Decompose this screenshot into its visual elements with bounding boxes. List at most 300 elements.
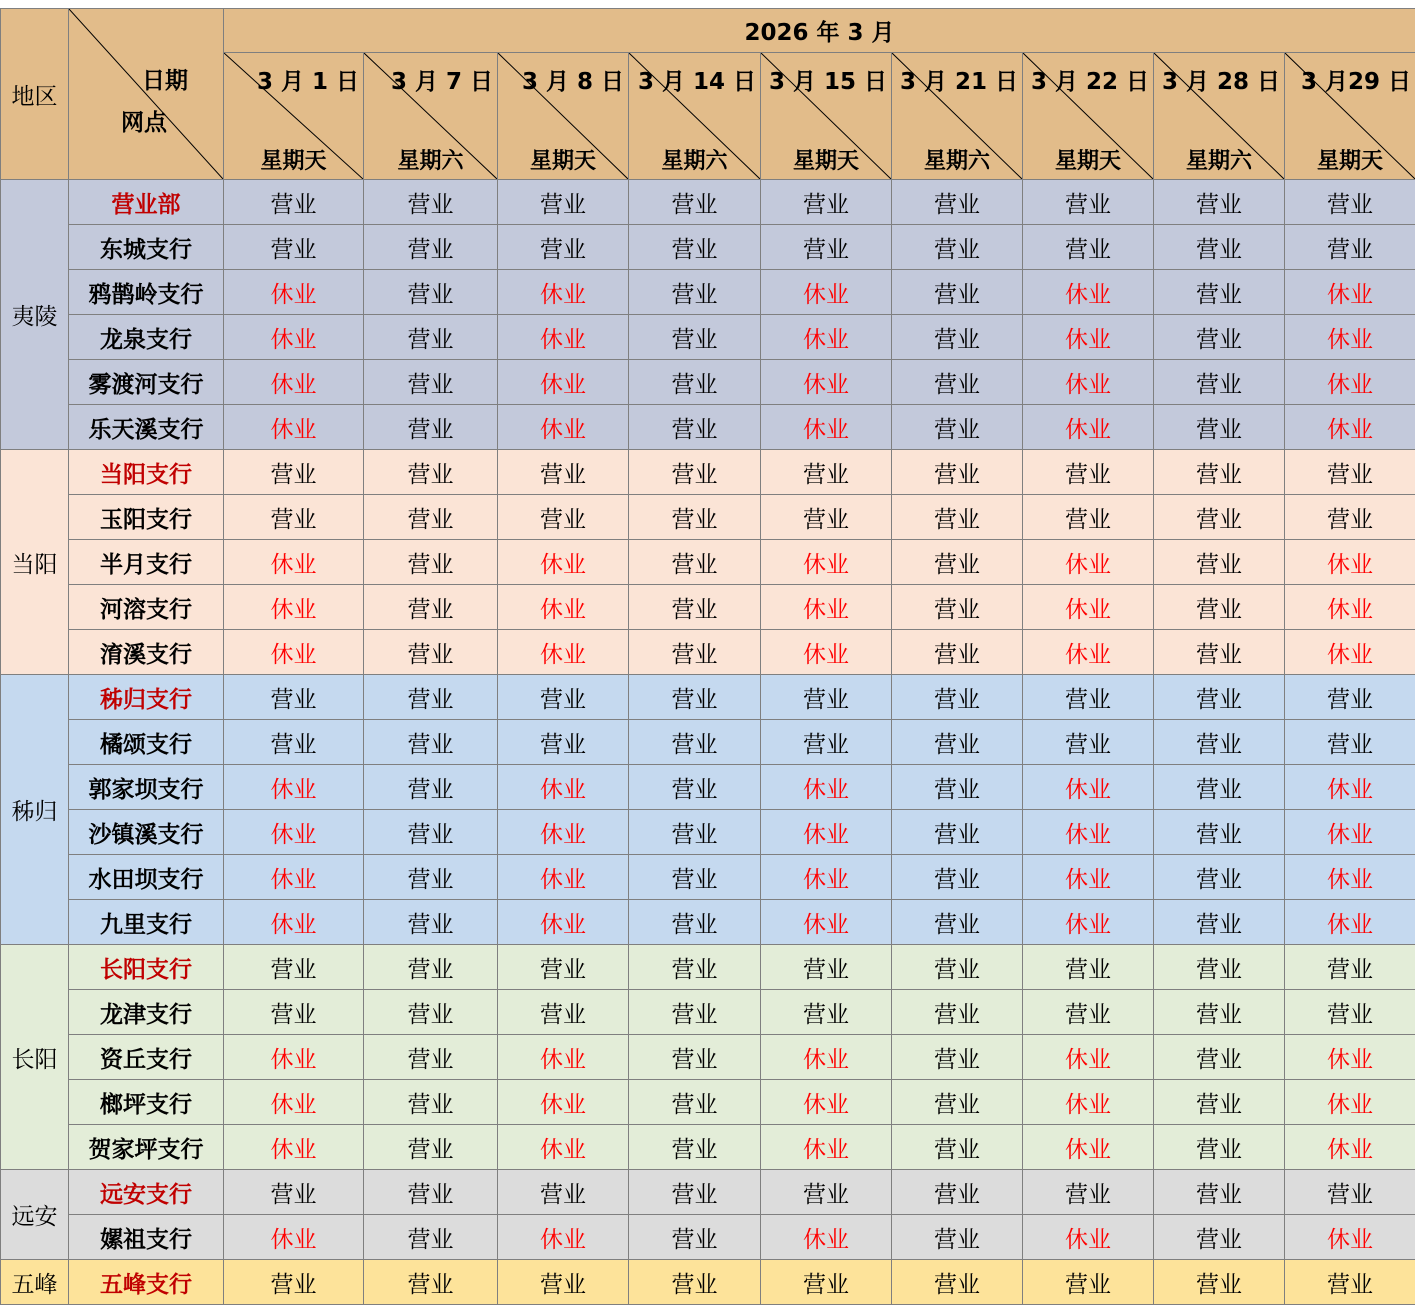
status-cell: 营业 <box>364 585 498 630</box>
status-cell: 营业 <box>1154 1170 1285 1215</box>
status-cell: 营业 <box>629 990 761 1035</box>
status-cell: 营业 <box>629 1215 761 1260</box>
status-cell: 营业 <box>1154 450 1285 495</box>
status-cell: 休业 <box>224 765 364 810</box>
status-cell: 营业 <box>1154 1080 1285 1125</box>
status-cell: 营业 <box>1023 720 1154 765</box>
status-cell: 营业 <box>892 945 1023 990</box>
status-cell: 营业 <box>364 360 498 405</box>
status-cell: 营业 <box>224 495 364 540</box>
region-name: 夷陵 <box>1 180 69 450</box>
status-cell: 休业 <box>498 315 629 360</box>
status-cell: 营业 <box>892 1215 1023 1260</box>
branch-name: 远安支行 <box>69 1170 224 1215</box>
status-cell: 营业 <box>629 270 761 315</box>
status-cell: 营业 <box>761 225 892 270</box>
status-cell: 休业 <box>761 540 892 585</box>
date-label: 3 月 22 日 <box>1031 63 1149 96</box>
status-cell: 营业 <box>892 630 1023 675</box>
status-cell: 休业 <box>1023 315 1154 360</box>
status-cell: 营业 <box>629 900 761 945</box>
status-cell: 营业 <box>892 855 1023 900</box>
region-header: 地区 <box>1 9 69 180</box>
status-cell: 营业 <box>629 720 761 765</box>
status-cell: 营业 <box>1023 1260 1154 1305</box>
status-cell: 休业 <box>1285 765 1415 810</box>
status-cell: 营业 <box>629 315 761 360</box>
status-cell: 营业 <box>1023 1170 1154 1215</box>
date-header <box>892 53 1023 180</box>
table-row <box>1 855 1415 900</box>
status-cell: 营业 <box>224 945 364 990</box>
status-cell: 营业 <box>629 855 761 900</box>
date-label: 3 月 8 日 <box>522 63 624 96</box>
status-cell: 休业 <box>1285 810 1415 855</box>
status-cell: 营业 <box>892 360 1023 405</box>
status-cell: 营业 <box>892 315 1023 360</box>
status-cell: 营业 <box>1154 630 1285 675</box>
branch-name: 龙泉支行 <box>69 315 224 360</box>
table-row <box>1 810 1415 855</box>
branch-name: 营业部 <box>69 180 224 225</box>
date-label: 3 月29 日 <box>1301 63 1411 96</box>
date-label: 3 月 7 日 <box>391 63 493 96</box>
branch-name: 五峰支行 <box>69 1260 224 1305</box>
status-cell: 休业 <box>761 585 892 630</box>
table-row <box>1 315 1415 360</box>
status-cell: 营业 <box>498 990 629 1035</box>
status-cell: 营业 <box>1154 1260 1285 1305</box>
table-row <box>1 495 1415 540</box>
status-cell: 营业 <box>892 1125 1023 1170</box>
status-cell: 营业 <box>498 1170 629 1215</box>
weekday-label: 星期天 <box>1023 144 1153 175</box>
status-cell: 休业 <box>761 1125 892 1170</box>
branch-name: 九里支行 <box>69 900 224 945</box>
corner-header <box>69 9 224 180</box>
branch-name: 龙津支行 <box>69 990 224 1035</box>
status-cell: 休业 <box>761 765 892 810</box>
status-cell: 营业 <box>364 810 498 855</box>
branch-name: 东城支行 <box>69 225 224 270</box>
status-cell: 营业 <box>892 990 1023 1035</box>
status-cell: 营业 <box>364 630 498 675</box>
status-cell: 休业 <box>498 585 629 630</box>
status-cell: 营业 <box>364 270 498 315</box>
table-row <box>1 945 1415 990</box>
status-cell: 休业 <box>761 1215 892 1260</box>
status-cell: 休业 <box>1023 1215 1154 1260</box>
status-cell: 休业 <box>761 360 892 405</box>
date-label: 3 月 14 日 <box>638 63 756 96</box>
status-cell: 休业 <box>1285 315 1415 360</box>
branch-name: 水田坝支行 <box>69 855 224 900</box>
status-cell: 休业 <box>224 405 364 450</box>
corner-date-label: 日期 <box>142 62 188 95</box>
status-cell: 营业 <box>892 900 1023 945</box>
status-cell: 营业 <box>1154 315 1285 360</box>
status-cell: 营业 <box>629 225 761 270</box>
status-cell: 营业 <box>364 180 498 225</box>
status-cell: 休业 <box>224 585 364 630</box>
status-cell: 营业 <box>1154 675 1285 720</box>
status-cell: 营业 <box>629 630 761 675</box>
weekday-label: 星期六 <box>1154 144 1284 175</box>
status-cell: 休业 <box>224 1215 364 1260</box>
status-cell: 休业 <box>224 900 364 945</box>
table-row <box>1 540 1415 585</box>
status-cell: 休业 <box>224 270 364 315</box>
date-header <box>1023 53 1154 180</box>
status-cell: 营业 <box>892 675 1023 720</box>
status-cell: 营业 <box>364 1215 498 1260</box>
status-cell: 营业 <box>224 675 364 720</box>
status-cell: 营业 <box>892 765 1023 810</box>
table-row <box>1 1080 1415 1125</box>
status-cell: 休业 <box>1285 630 1415 675</box>
status-cell: 营业 <box>498 1260 629 1305</box>
status-cell: 休业 <box>1285 540 1415 585</box>
status-cell: 营业 <box>761 1260 892 1305</box>
status-cell: 营业 <box>629 1170 761 1215</box>
weekday-label: 星期天 <box>224 144 363 175</box>
region-name: 秭归 <box>1 675 69 945</box>
status-cell: 营业 <box>224 990 364 1035</box>
status-cell: 营业 <box>1154 945 1285 990</box>
status-cell: 营业 <box>1154 180 1285 225</box>
table-row <box>1 1125 1415 1170</box>
status-cell: 营业 <box>1154 270 1285 315</box>
table-row <box>1 900 1415 945</box>
status-cell: 营业 <box>761 990 892 1035</box>
status-cell: 营业 <box>629 1260 761 1305</box>
status-cell: 休业 <box>498 360 629 405</box>
status-cell: 休业 <box>1023 270 1154 315</box>
branch-name: 淯溪支行 <box>69 630 224 675</box>
table-row <box>1 765 1415 810</box>
table-row <box>1 360 1415 405</box>
status-cell: 休业 <box>498 1035 629 1080</box>
status-cell: 营业 <box>364 450 498 495</box>
status-cell: 营业 <box>629 495 761 540</box>
status-cell: 营业 <box>892 450 1023 495</box>
region-name: 长阳 <box>1 945 69 1170</box>
table-row <box>1 1035 1415 1080</box>
status-cell: 休业 <box>224 1080 364 1125</box>
date-label: 3 月 28 日 <box>1162 63 1280 96</box>
status-cell: 营业 <box>498 495 629 540</box>
status-cell: 营业 <box>1285 495 1415 540</box>
status-cell: 休业 <box>761 810 892 855</box>
status-cell: 营业 <box>364 405 498 450</box>
status-cell: 营业 <box>1154 360 1285 405</box>
status-cell: 休业 <box>1023 630 1154 675</box>
status-cell: 营业 <box>498 720 629 765</box>
branch-name: 雾渡河支行 <box>69 360 224 405</box>
branch-name: 半月支行 <box>69 540 224 585</box>
status-cell: 休业 <box>224 855 364 900</box>
status-cell: 营业 <box>1285 180 1415 225</box>
status-cell: 营业 <box>761 945 892 990</box>
status-cell: 营业 <box>892 585 1023 630</box>
status-cell: 营业 <box>364 855 498 900</box>
status-cell: 营业 <box>498 450 629 495</box>
status-cell: 营业 <box>364 1170 498 1215</box>
status-cell: 休业 <box>1023 1080 1154 1125</box>
weekday-label: 星期六 <box>629 144 760 175</box>
status-cell: 休业 <box>1285 270 1415 315</box>
status-cell: 营业 <box>364 765 498 810</box>
status-cell: 营业 <box>629 450 761 495</box>
status-cell: 营业 <box>1023 180 1154 225</box>
status-cell: 营业 <box>1154 900 1285 945</box>
status-cell: 休业 <box>1023 810 1154 855</box>
region-name: 当阳 <box>1 450 69 675</box>
status-cell: 休业 <box>1023 900 1154 945</box>
date-header <box>761 53 892 180</box>
status-cell: 休业 <box>1023 765 1154 810</box>
date-label: 3 月 21 日 <box>900 63 1018 96</box>
status-cell: 营业 <box>629 1080 761 1125</box>
status-cell: 休业 <box>761 1035 892 1080</box>
status-cell: 营业 <box>364 1125 498 1170</box>
status-cell: 休业 <box>498 270 629 315</box>
status-cell: 营业 <box>1285 720 1415 765</box>
table-row <box>1 720 1415 765</box>
weekday-label: 星期天 <box>761 144 891 175</box>
status-cell: 营业 <box>761 1170 892 1215</box>
date-header <box>498 53 629 180</box>
status-cell: 营业 <box>498 180 629 225</box>
status-cell: 营业 <box>629 1035 761 1080</box>
status-cell: 营业 <box>629 180 761 225</box>
status-cell: 营业 <box>364 315 498 360</box>
status-cell: 营业 <box>1285 450 1415 495</box>
status-cell: 营业 <box>498 675 629 720</box>
status-cell: 营业 <box>224 1260 364 1305</box>
status-cell: 营业 <box>1285 990 1415 1035</box>
status-cell: 营业 <box>364 1080 498 1125</box>
status-cell: 休业 <box>761 270 892 315</box>
branch-name: 玉阳支行 <box>69 495 224 540</box>
table-row <box>1 1215 1415 1260</box>
status-cell: 营业 <box>364 900 498 945</box>
branch-name: 嫘祖支行 <box>69 1215 224 1260</box>
branch-name: 橘颂支行 <box>69 720 224 765</box>
branch-name: 乐天溪支行 <box>69 405 224 450</box>
status-cell: 休业 <box>498 1215 629 1260</box>
status-cell: 营业 <box>761 495 892 540</box>
status-cell: 营业 <box>1285 1170 1415 1215</box>
status-cell: 营业 <box>1154 990 1285 1035</box>
date-header <box>224 53 364 180</box>
branch-name: 榔坪支行 <box>69 1080 224 1125</box>
status-cell: 休业 <box>498 630 629 675</box>
status-cell: 营业 <box>892 225 1023 270</box>
status-cell: 营业 <box>1154 855 1285 900</box>
date-label: 3 月 1 日 <box>257 63 359 96</box>
branch-name: 秭归支行 <box>69 675 224 720</box>
region-name: 远安 <box>1 1170 69 1260</box>
status-cell: 营业 <box>892 495 1023 540</box>
status-cell: 营业 <box>1154 1125 1285 1170</box>
status-cell: 休业 <box>761 900 892 945</box>
table-row <box>1 1170 1415 1215</box>
status-cell: 营业 <box>892 180 1023 225</box>
status-cell: 营业 <box>364 540 498 585</box>
status-cell: 营业 <box>364 1035 498 1080</box>
status-cell: 营业 <box>629 360 761 405</box>
status-cell: 休业 <box>1285 585 1415 630</box>
table-row <box>1 585 1415 630</box>
status-cell: 营业 <box>364 675 498 720</box>
status-cell: 休业 <box>224 540 364 585</box>
status-cell: 营业 <box>1154 810 1285 855</box>
table-row <box>1 675 1415 720</box>
status-cell: 营业 <box>364 225 498 270</box>
status-cell: 休业 <box>1023 540 1154 585</box>
branch-name: 鸦鹊岭支行 <box>69 270 224 315</box>
status-cell: 休业 <box>498 405 629 450</box>
status-cell: 休业 <box>1285 1125 1415 1170</box>
status-cell: 休业 <box>498 765 629 810</box>
status-cell: 营业 <box>892 540 1023 585</box>
table-row <box>1 405 1415 450</box>
status-cell: 营业 <box>1154 1035 1285 1080</box>
status-cell: 营业 <box>629 1125 761 1170</box>
status-cell: 营业 <box>364 945 498 990</box>
table-row <box>1 450 1415 495</box>
date-header <box>364 53 498 180</box>
status-cell: 营业 <box>1154 495 1285 540</box>
status-cell: 休业 <box>1285 900 1415 945</box>
status-cell: 休业 <box>498 1080 629 1125</box>
status-cell: 休业 <box>761 855 892 900</box>
status-cell: 营业 <box>761 450 892 495</box>
weekday-label: 星期天 <box>1285 144 1415 175</box>
status-cell: 休业 <box>498 855 629 900</box>
branch-name: 当阳支行 <box>69 450 224 495</box>
status-cell: 营业 <box>892 1080 1023 1125</box>
status-cell: 营业 <box>629 405 761 450</box>
status-cell: 营业 <box>364 720 498 765</box>
table-row <box>1 270 1415 315</box>
status-cell: 营业 <box>1285 225 1415 270</box>
status-cell: 营业 <box>1285 1260 1415 1305</box>
branch-name: 沙镇溪支行 <box>69 810 224 855</box>
status-cell: 休业 <box>224 360 364 405</box>
status-cell: 营业 <box>1023 495 1154 540</box>
status-cell: 营业 <box>1023 675 1154 720</box>
status-cell: 营业 <box>1285 945 1415 990</box>
status-cell: 营业 <box>629 945 761 990</box>
status-cell: 休业 <box>224 810 364 855</box>
status-cell: 休业 <box>761 630 892 675</box>
status-cell: 休业 <box>1023 585 1154 630</box>
status-cell: 休业 <box>498 540 629 585</box>
table-row <box>1 990 1415 1035</box>
status-cell: 休业 <box>761 1080 892 1125</box>
month-title: 2026 年 3 月 <box>224 9 1415 53</box>
status-cell: 营业 <box>629 810 761 855</box>
branch-name: 长阳支行 <box>69 945 224 990</box>
status-cell: 营业 <box>364 990 498 1035</box>
status-cell: 营业 <box>1154 720 1285 765</box>
date-header <box>1285 53 1415 180</box>
status-cell: 营业 <box>224 450 364 495</box>
status-cell: 休业 <box>1285 405 1415 450</box>
status-cell: 营业 <box>1154 405 1285 450</box>
status-cell: 休业 <box>1285 1080 1415 1125</box>
table-row <box>1 225 1415 270</box>
status-cell: 休业 <box>498 1125 629 1170</box>
status-cell: 休业 <box>1023 1035 1154 1080</box>
status-cell: 营业 <box>1023 225 1154 270</box>
status-cell: 营业 <box>224 180 364 225</box>
status-cell: 休业 <box>1285 360 1415 405</box>
branch-name: 郭家坝支行 <box>69 765 224 810</box>
status-cell: 营业 <box>1023 945 1154 990</box>
status-cell: 休业 <box>1023 360 1154 405</box>
branch-name: 资丘支行 <box>69 1035 224 1080</box>
status-cell: 营业 <box>892 405 1023 450</box>
status-cell: 营业 <box>224 720 364 765</box>
branch-name: 河溶支行 <box>69 585 224 630</box>
status-cell: 休业 <box>224 1125 364 1170</box>
business-hours-table <box>0 8 1415 1305</box>
status-cell: 休业 <box>1285 1035 1415 1080</box>
branch-name: 贺家坪支行 <box>69 1125 224 1170</box>
status-cell: 营业 <box>761 180 892 225</box>
status-cell: 营业 <box>1154 225 1285 270</box>
status-cell: 营业 <box>892 720 1023 765</box>
status-cell: 营业 <box>1023 450 1154 495</box>
status-cell: 休业 <box>224 315 364 360</box>
status-cell: 营业 <box>1154 585 1285 630</box>
weekday-label: 星期六 <box>892 144 1022 175</box>
status-cell: 营业 <box>629 540 761 585</box>
status-cell: 营业 <box>892 810 1023 855</box>
status-cell: 休业 <box>1023 405 1154 450</box>
corner-branch-label: 网点 <box>121 104 167 137</box>
status-cell: 营业 <box>892 1035 1023 1080</box>
status-cell: 营业 <box>892 1260 1023 1305</box>
date-label: 3 月 15 日 <box>769 63 887 96</box>
status-cell: 营业 <box>629 765 761 810</box>
status-cell: 营业 <box>1154 540 1285 585</box>
status-cell: 营业 <box>364 495 498 540</box>
region-name: 五峰 <box>1 1260 69 1305</box>
status-cell: 休业 <box>1285 855 1415 900</box>
status-cell: 休业 <box>1023 855 1154 900</box>
status-cell: 营业 <box>1154 765 1285 810</box>
status-cell: 营业 <box>1154 1215 1285 1260</box>
status-cell: 营业 <box>498 225 629 270</box>
status-cell: 休业 <box>761 405 892 450</box>
status-cell: 休业 <box>761 315 892 360</box>
status-cell: 休业 <box>498 900 629 945</box>
status-cell: 营业 <box>224 225 364 270</box>
table-row <box>1 180 1415 225</box>
status-cell: 营业 <box>224 1170 364 1215</box>
weekday-label: 星期六 <box>364 144 497 175</box>
date-header <box>1154 53 1285 180</box>
status-cell: 营业 <box>629 585 761 630</box>
status-cell: 营业 <box>498 945 629 990</box>
status-cell: 营业 <box>761 720 892 765</box>
status-cell: 营业 <box>364 1260 498 1305</box>
status-cell: 营业 <box>892 270 1023 315</box>
